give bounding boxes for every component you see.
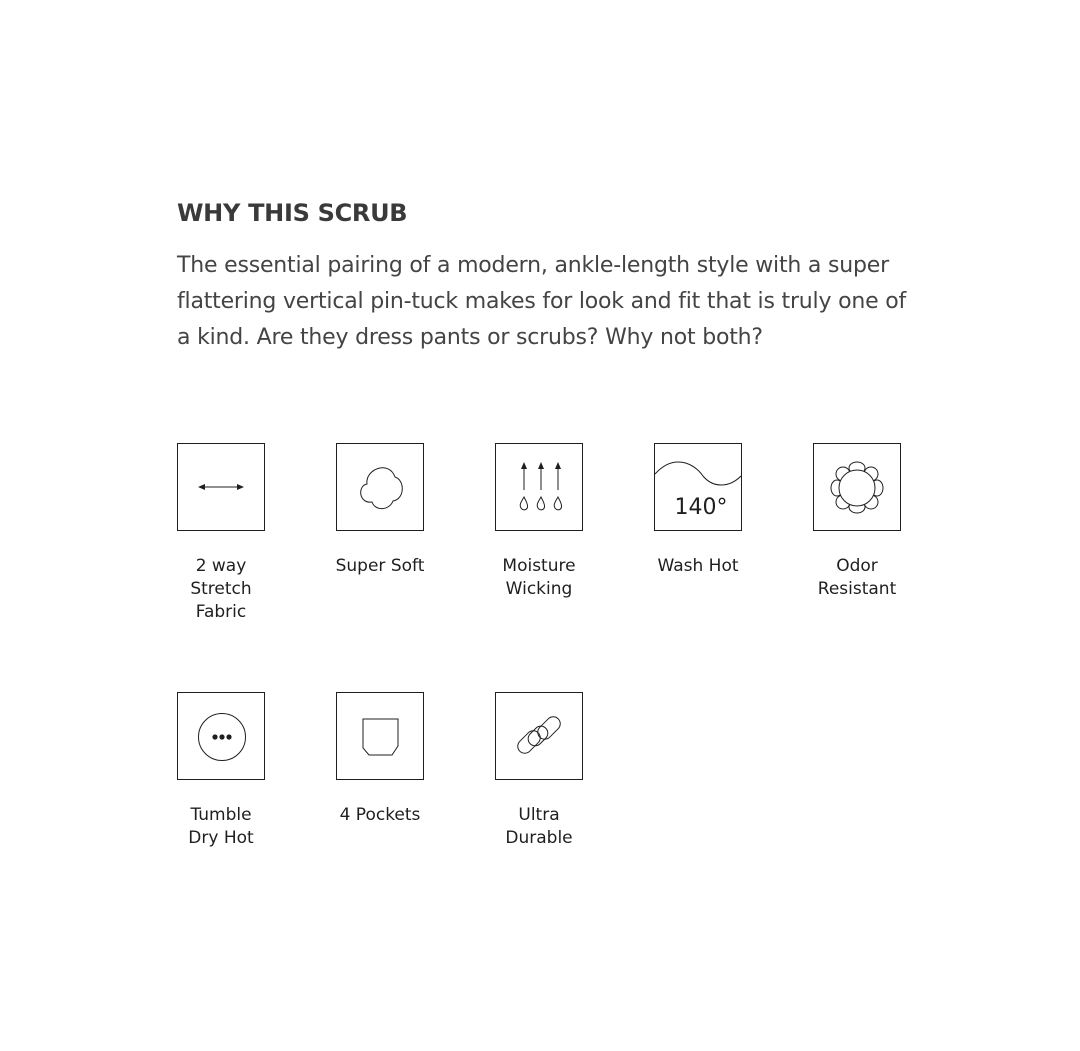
feature-moisture-wicking: [495, 443, 583, 692]
feature-label: Super Soft: [335, 556, 425, 576]
feature-grid: [177, 443, 907, 941]
why-this-scrub-section: [177, 196, 917, 356]
feature-label: 2 way Stretch Fabric: [190, 556, 252, 622]
section-heading: WHY THIS SCRUB: [177, 199, 408, 227]
feature-icon-box: [813, 443, 901, 531]
feature-label: Tumble Dry Hot: [188, 805, 254, 848]
feature-icon-box: [336, 692, 424, 780]
wash-temperature: 140°: [674, 495, 728, 520]
cloud-icon: [337, 444, 423, 530]
two-way-arrow-icon: [178, 444, 264, 530]
moisture-wicking-icon: [496, 444, 582, 530]
feature-label: Wash Hot: [657, 556, 739, 576]
feature-label: Moisture Wicking: [502, 556, 576, 599]
feature-icon-box: [495, 692, 583, 780]
feature-tumble-dry-hot: [177, 692, 265, 941]
feature-two-way-stretch: [177, 443, 265, 692]
feature-label: 4 Pockets: [339, 805, 421, 825]
feature-four-pockets: [336, 692, 424, 941]
feature-icon-box: [177, 443, 265, 531]
feature-label: Ultra Durable: [505, 805, 573, 848]
feature-wash-hot: [654, 443, 742, 692]
chain-link-icon: [496, 693, 582, 779]
section-description: The essential pairing of a modern, ankle-length style with a super flattering vertical pin-tuck makes for look and fit that is truly one of a kind. Are they dress pants or scrubs? Why not both?: [177, 253, 907, 350]
flower-icon: [814, 444, 900, 530]
feature-label: Odor Resistant: [817, 556, 897, 599]
tumble-dry-icon: [178, 693, 264, 779]
feature-super-soft: [336, 443, 424, 692]
feature-odor-resistant: [813, 443, 901, 692]
feature-ultra-durable: [495, 692, 583, 941]
feature-icon-box: [177, 692, 265, 780]
pocket-icon: [337, 693, 423, 779]
feature-icon-box: [336, 443, 424, 531]
feature-icon-box: [495, 443, 583, 531]
feature-icon-box: [654, 443, 742, 531]
wash-tub-icon: [655, 444, 741, 530]
